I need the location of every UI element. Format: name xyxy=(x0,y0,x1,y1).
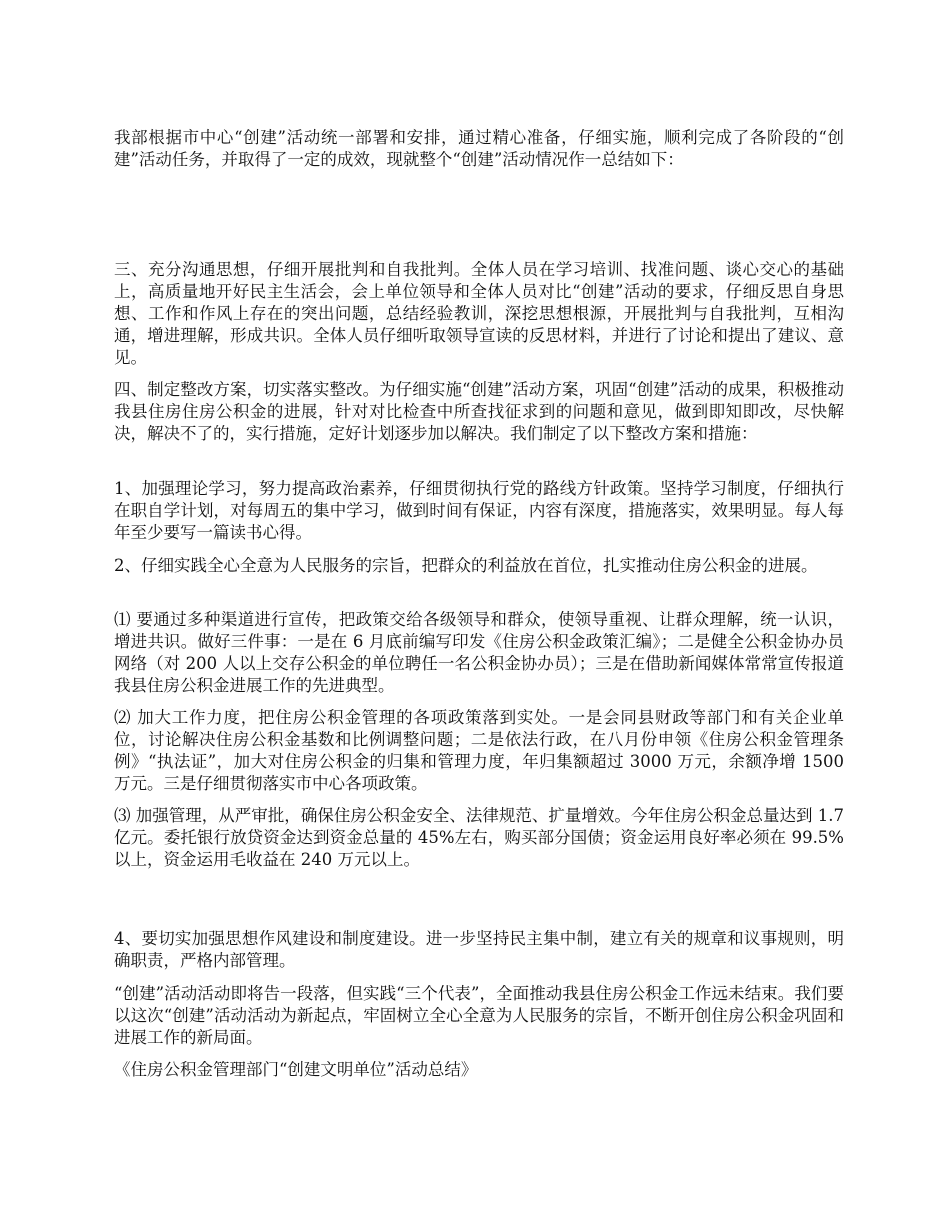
sub-item-three-paragraph: ⑶ 加强管理，从严审批，确保住房公积金安全、法律规范、扩量增效。今年住房公积金总量达到 1.7 亿元。委托银行放贷资金达到资金总量的 45%左右，购买部分国债；资金运用良好率必须在 99.5%以上，资金运用毛收益在 240 万元以上。 xyxy=(114,806,844,869)
section-three-paragraph: 三、充分沟通思想，仔细开展批判和自我批判。全体人员在学习培训、找准问题、谈心交心的基础上，高质量地开好民主生活会，会上单位领导和全体人员对比“创建”活动的要求，仔细反思自身思想、工作和作风上存在的突出问题，总结经验教训，深挖思想根源，开展批判与自我批判，互相沟通，增进理解，形成共识。全体人员仔细听取领导宣读的反思材料，并进行了讨论和提出了建议、意见。 xyxy=(114,260,844,367)
measure-four-paragraph: 4、要切实加强思想作风建设和制度建设。进一步坚持民主集中制，建立有关的规章和议事规则，明确职责，严格内部管理。 xyxy=(114,929,844,970)
document-title-line: 《住房公积金管理部门“创建文明单位”活动总结》 xyxy=(114,1060,478,1079)
measure-one-paragraph: 1、加强理论学习，努力提高政治素养，仔细贯彻执行党的路线方针政策。坚持学习制度，仔细执行在职自学计划，对每周五的集中学习，做到时间有保证，内容有深度，措施落实，效果明显。每人每年至少要写一篇读书心得。 xyxy=(114,479,844,542)
sub-item-one-paragraph: ⑴ 要通过多种渠道进行宣传，把政策交给各级领导和群众，使领导重视、让群众理解，统一认识，增进共识。做好三件事：一是在 6 月底前编写印发《住房公积金政策汇编》；二是健全公积金协办员网络（对 200 人以上交存公积金的单位聘任一名公积金协办员）；三是在借助新闻媒体常常宣传报道我县住房公积金进展工作的先进典型。 xyxy=(114,610,844,695)
intro-paragraph: 我部根据市中心“创建”活动统一部署和安排，通过精心准备，仔细实施，顺利完成了各阶段的“创建”活动任务，并取得了一定的成效，现就整个“创建”活动情况作一总结如下： xyxy=(114,128,844,169)
measure-two-paragraph: 2、仔细实践全心全意为人民服务的宗旨，把群众的利益放在首位，扎实推动住房公积金的进展。 xyxy=(114,556,818,575)
section-four-paragraph: 四、制定整改方案，切实落实整改。为仔细实施“创建”活动方案，巩固“创建”活动的成果，积极推动我县住房住房公积金的进展，针对对比检查中所查找征求到的问题和意见，做到即知即改，尽快解决，解决不了的，实行措施，定好计划逐步加以解决。我们制定了以下整改方案和措施： xyxy=(114,380,844,443)
sub-item-two-paragraph: ⑵ 加大工作力度，把住房公积金管理的各项政策落到实处。一是会同县财政等部门和有关企业单位，讨论解决住房公积金基数和比例调整问题；二是依法行政，在八月份申领《住房公积金管理条例》“执法证”，加大对住房公积金的归集和管理力度，年归集额超过 3000 万元，余额净增 1500 万元。三是仔细贯彻落实市中心各项政策。 xyxy=(114,708,844,793)
conclusion-paragraph: “创建”活动活动即将告一段落，但实践“三个代表”，全面推动我县住房公积金工作远未结束。我们要以这次“创建”活动活动为新起点，牢固树立全心全意为人民服务的宗旨，不断开创住房公积金巩固和进展工作的新局面。 xyxy=(114,984,844,1047)
